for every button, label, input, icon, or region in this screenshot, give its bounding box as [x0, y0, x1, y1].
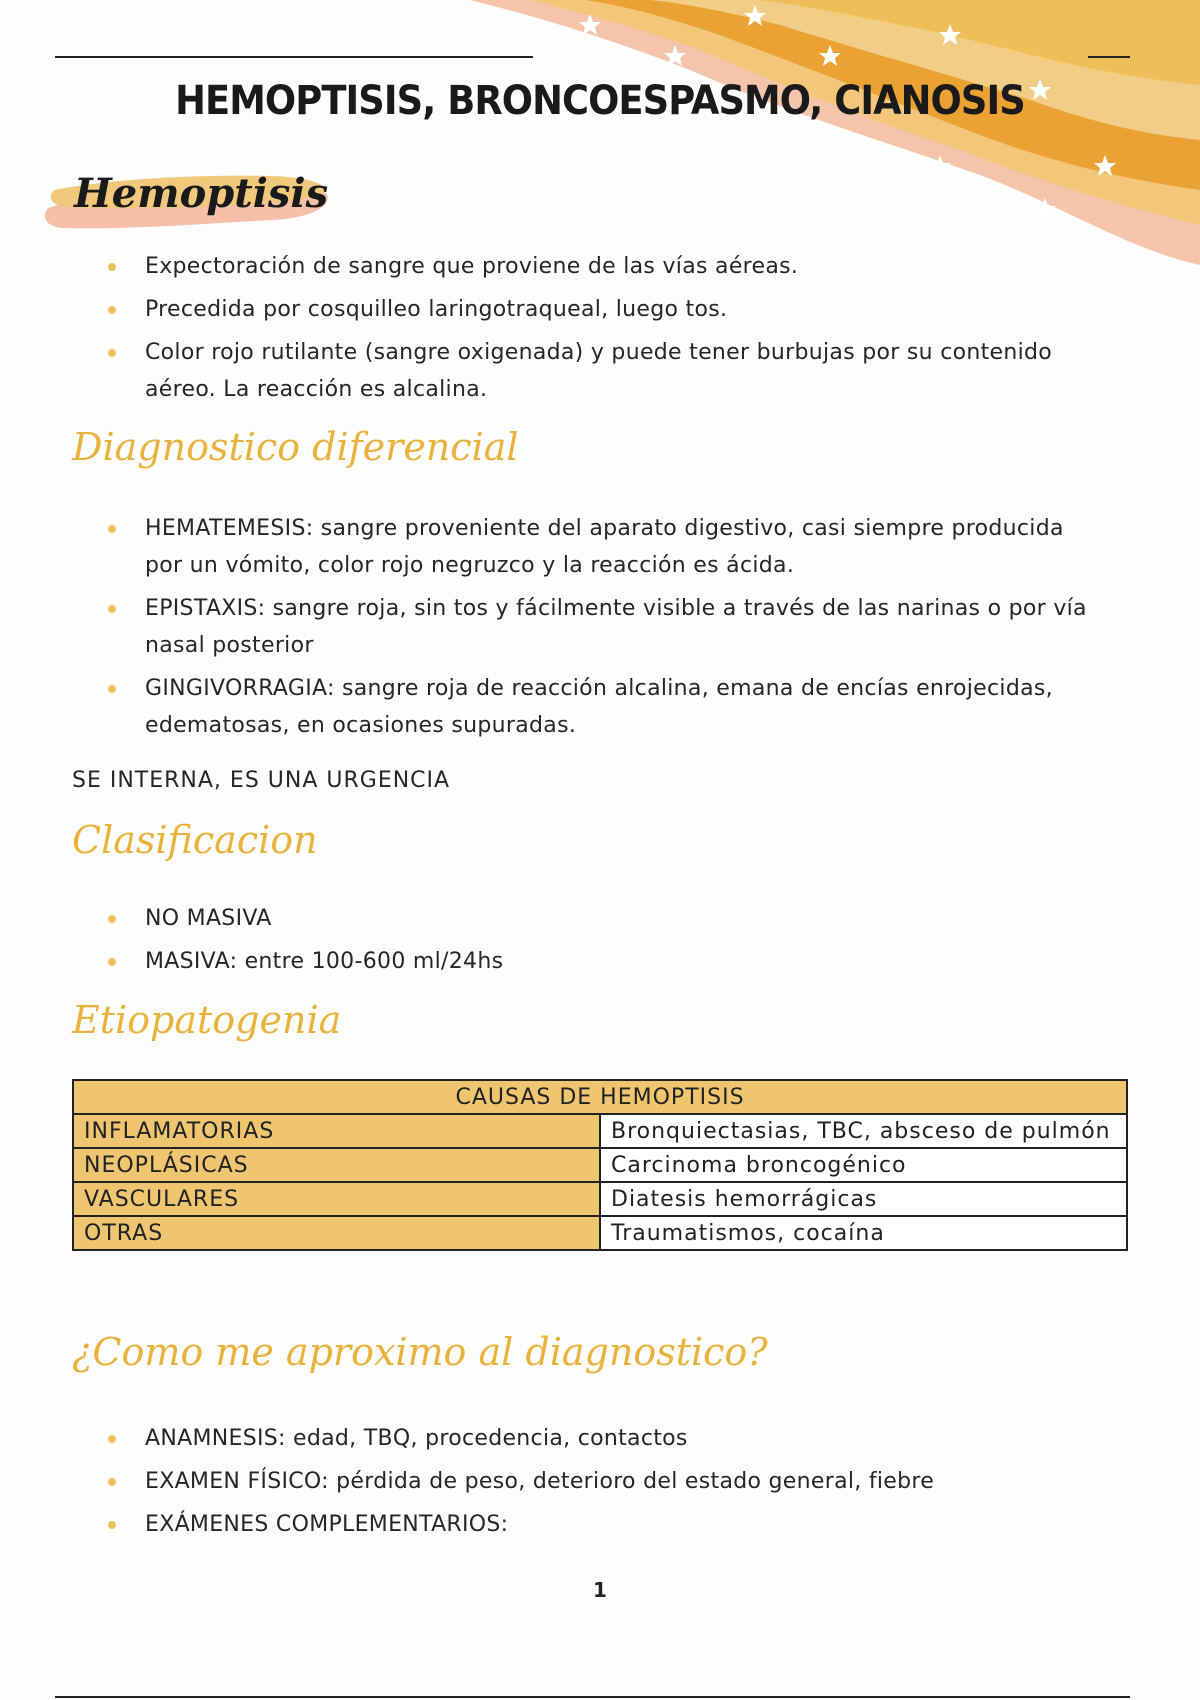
urgency-note: SE INTERNA, ES UNA URGENCIA	[72, 768, 451, 793]
table-cell-category: INFLAMATORIAS	[73, 1114, 600, 1148]
list-item: ANAMNESIS: edad, TBQ, procedencia, contactos	[105, 1420, 1105, 1457]
list-item: EPISTAXIS: sangre roja, sin tos y fácilmente visible a través de las narinas o por vía nasal posterior	[105, 590, 1105, 664]
list-item: GINGIVORRAGIA: sangre roja de reacción alcalina, emana de encías enrojecidas, edematosas, en ocasiones supuradas.	[105, 670, 1105, 744]
table-header: CAUSAS DE HEMOPTISIS	[73, 1080, 1127, 1114]
page-title: HEMOPTISIS, BRONCOESPASMO, CIANOSIS	[175, 78, 1025, 124]
table-row	[73, 1182, 1127, 1216]
table-cell-category: NEOPLÁSICAS	[73, 1148, 600, 1182]
table-header-row	[73, 1080, 1127, 1114]
top-rule-right	[1088, 56, 1130, 58]
table-cell-value: Diatesis hemorrágicas	[600, 1182, 1127, 1216]
bottom-rule	[55, 1696, 1130, 1698]
list-item: Color rojo rutilante (sangre oxigenada) y puede tener burbujas por su contenido aéreo. La reacción es alcalina.	[105, 334, 1105, 408]
section-heading-etiopatogenia: Etiopatogenia	[72, 998, 342, 1042]
clasificacion-bullet-list	[105, 900, 1105, 986]
list-item: EXAMEN FÍSICO: pérdida de peso, deterioro del estado general, fiebre	[105, 1463, 1105, 1500]
section-heading-hemoptisis-text: Hemoptisis	[74, 170, 329, 217]
section-heading-diagnostico-diferencial: Diagnostico diferencial	[72, 425, 519, 469]
table-row	[73, 1216, 1127, 1250]
table-row	[73, 1148, 1127, 1182]
table-cell-category: OTRAS	[73, 1216, 600, 1250]
list-item: Precedida por cosquilleo laringotraqueal, luego tos.	[105, 291, 1105, 328]
section-heading-hemoptisis	[42, 160, 332, 235]
hemoptisis-bullet-list	[105, 248, 1105, 414]
diferencial-bullet-list	[105, 510, 1105, 750]
table-row	[73, 1114, 1127, 1148]
section-heading-aproximacion: ¿Como me aproximo al diagnostico?	[72, 1330, 768, 1374]
aproximacion-bullet-list	[105, 1420, 1105, 1549]
list-item: MASIVA: entre 100-600 ml/24hs	[105, 943, 1105, 980]
top-rule-left	[55, 56, 533, 58]
causes-table	[72, 1079, 1128, 1251]
list-item: Expectoración de sangre que proviene de las vías aéreas.	[105, 248, 1105, 285]
table-cell-value: Carcinoma broncogénico	[600, 1148, 1127, 1182]
list-item: NO MASIVA	[105, 900, 1105, 937]
list-item: HEMATEMESIS: sangre proveniente del aparato digestivo, casi siempre producida por un vómito, color rojo negruzco y la reacción es ácida.	[105, 510, 1105, 584]
table-cell-value: Traumatismos, cocaína	[600, 1216, 1127, 1250]
table-cell-value: Bronquiectasias, TBC, absceso de pulmón	[600, 1114, 1127, 1148]
table-cell-category: VASCULARES	[73, 1182, 600, 1216]
page-number: 1	[593, 1578, 607, 1602]
section-heading-clasificacion: Clasificacion	[72, 818, 318, 862]
list-item: EXÁMENES COMPLEMENTARIOS:	[105, 1506, 1105, 1543]
